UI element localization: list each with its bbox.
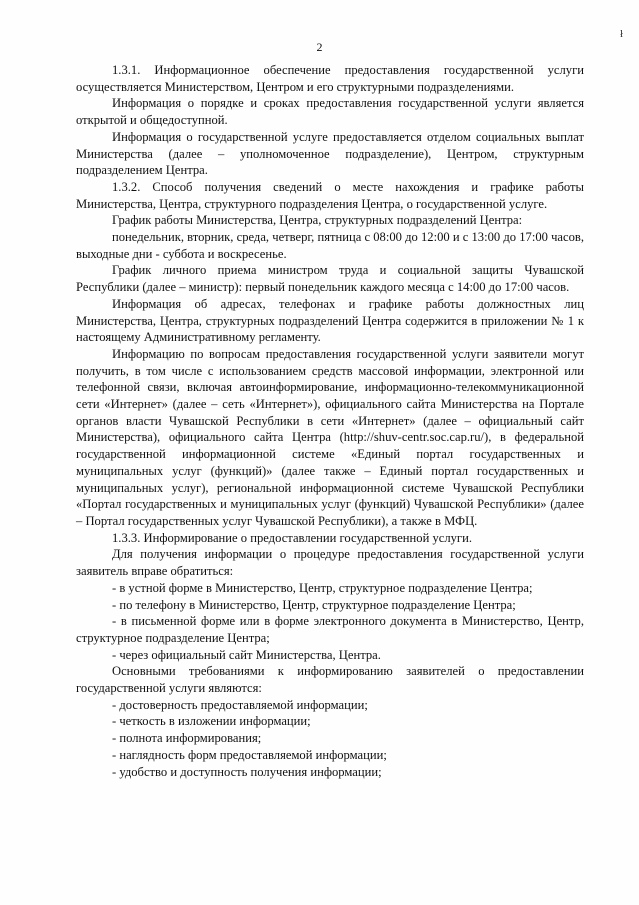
list-item: - в устной форме в Министерство, Центр, структурное подразделение Центра; <box>112 580 533 595</box>
paragraph-schedule: понедельник, вторник, среда, четверг, пятница с 08:00 до 12:00 и с 13:00 до 17:00 часов, выходные дни - суббота и воскресенье. <box>76 230 584 261</box>
paragraph-contacts-appendix: Информация об адресах, телефонах и графике работы должностных лиц Министерства, Центра, структурных подразделений Центра содержится в приложении № 1 к настоящему Административному регламенту. <box>76 296 584 345</box>
list-item: - по телефону в Министерство, Центр, структурное подразделение Центра; <box>112 597 516 612</box>
list-item: - наглядность форм предоставляемой информации; <box>112 747 387 762</box>
list-item: - в письменной форме или в форме электронного документа в Министерство, Центр, структурное подразделение Центра; <box>76 614 584 645</box>
paragraph-1-3-3: 1.3.3. Информирование о предоставлении государственной услуги. <box>112 530 472 545</box>
page-number: 2 <box>316 40 323 54</box>
paragraph-info-channels: Информацию по вопросам предоставления государственной услуги заявители могут получить, в том числе с использованием средств массовой информации, электронной или телефонной связи, включая автоинформирование, информационно-телекоммуникационной сети «Интернет» (далее – сеть «Интернет»), официального сайта Министерства на Портале органов власти Чувашской Республики в сети «Интернет» (далее – официальный сайт Министерства), официального сайта Центра (http://shuv-centr.soc.cap.ru/), в федеральной государственной информационной системе «Единый портал государственных и муниципальных услуг (функций)» (далее также – Единый портал государственных и муниципальных услуг), региональной информационной системе Чувашской Республики «Портал государственных и муниципальных услуг (функций) Чувашской Республики» (далее – Портал государственных услуг Чувашской Республики), а также в МФЦ. <box>76 346 584 528</box>
paragraph-schedule-heading: График работы Министерства, Центра, структурных подразделений Центра: <box>112 213 523 228</box>
document-body <box>76 62 584 780</box>
corner-mark: ł <box>620 28 624 40</box>
paragraph-1-3-2: 1.3.2. Способ получения сведений о месте нахождения и графике работы Министерства, Центра, структурного подразделения Центра, о государственной услуге. <box>76 179 584 211</box>
paragraph-minister-reception: График личного приема министром труда и социальной защиты Чувашской Республики (далее – министр): первый понедельник каждого месяца с 14:00 до 17:00 часов. <box>76 263 584 295</box>
paragraph-requirements: Основными требованиями к информированию заявителей о предоставлении государственной услуги являются: <box>76 664 584 696</box>
list-item: - четкость в изложении информации; <box>112 714 311 729</box>
paragraph-how-to-apply: Для получения информации о процедуре предоставления государственной услуги заявитель вправе обратиться: <box>76 547 584 579</box>
list-item: - через официальный сайт Министерства, Центра. <box>112 647 381 662</box>
list-item: - удобство и доступность получения информации; <box>112 764 382 779</box>
paragraph-open-info: Информация о порядке и сроках предоставления государственной услуги является открытой и общедоступной. <box>76 96 584 128</box>
list-item: - полнота информирования; <box>112 731 262 746</box>
paragraph-info-provider: Информация о государственной услуге предоставляется отделом социальных выплат Министерства (далее – уполномоченное подразделение), Центром, структурным подразделением Центра. <box>76 129 584 178</box>
list-item: - достоверность предоставляемой информации; <box>112 697 368 712</box>
paragraph-1-3-1: 1.3.1. Информационное обеспечение предоставления государственной услуги осуществляется Министерством, Центром и его структурными подразделениями. <box>76 63 584 94</box>
